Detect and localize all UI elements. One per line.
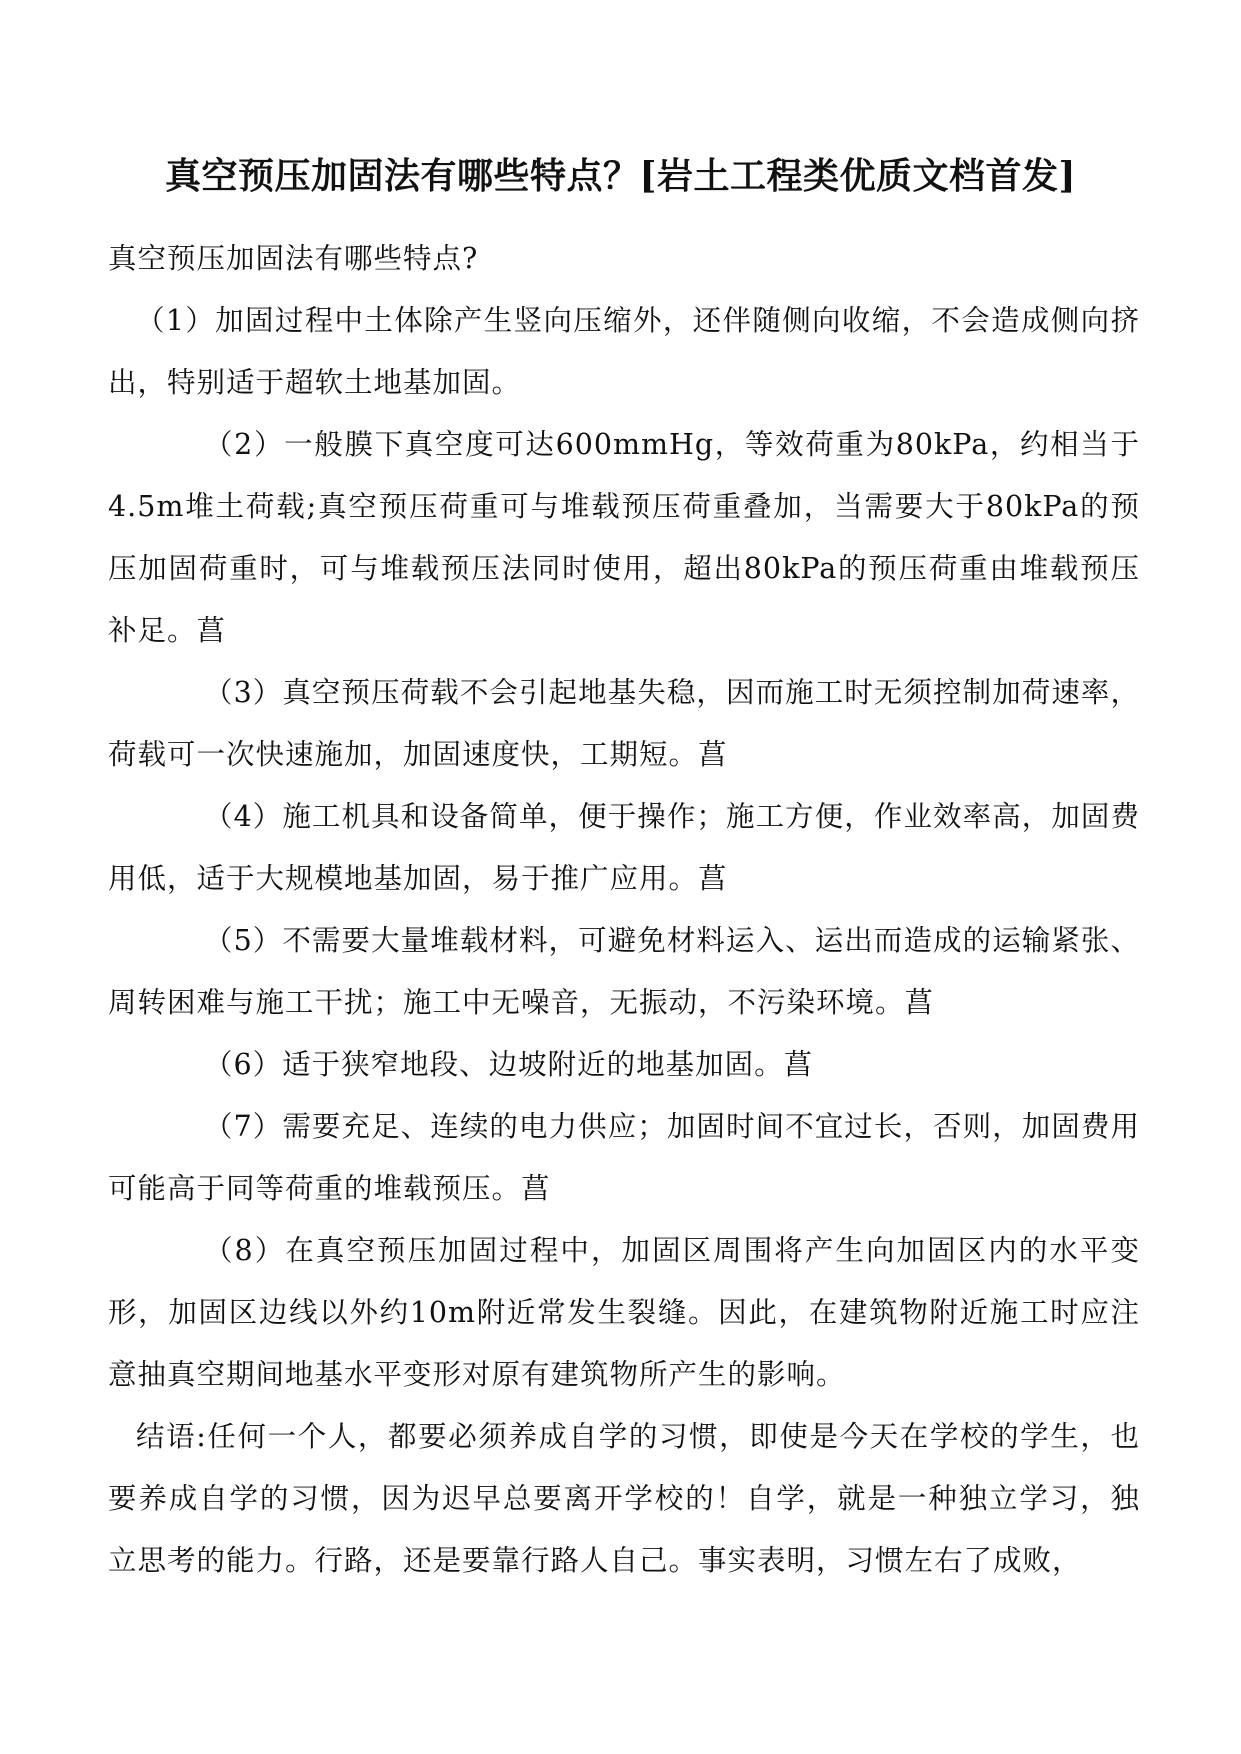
paragraph-1: （1）加固过程中土体除产生竖向压缩外，还伴随侧向收缩，不会造成侧向挤出，特别适于超软土地基加固。	[108, 304, 1140, 399]
document-title: 真空预压加固法有哪些特点？[岩土工程类优质文档首发]	[164, 155, 1077, 197]
paragraph-3: （3）真空预压荷载不会引起地基失稳，因而施工时无须控制加荷速率，荷载可一次快速施加，加固速度快，工期短。菖	[108, 676, 1140, 771]
document-body	[108, 228, 1140, 1592]
paragraph-4: （4）施工机具和设备简单，便于操作；施工方便，作业效率高，加固费用低，适于大规模地基加固，易于推广应用。菖	[108, 800, 1140, 895]
document-subtitle: 真空预压加固法有哪些特点?	[108, 242, 479, 275]
paragraph-2: （2）一般膜下真空度可达600mmHg，等效荷重为80kPa，约相当于4.5m堆土荷载;真空预压荷重可与堆载预压荷重叠加，当需要大于80kPa的预压加固荷重时，可与堆载预压法同时使用，超出80kPa的预压荷重由堆载预压补足。菖	[108, 428, 1140, 647]
paragraph-8: （8）在真空预压加固过程中，加固区周围将产生向加固区内的水平变形，加固区边线以外约10m附近常发生裂缝。因此，在建筑物附近施工时应注意抽真空期间地基水平变形对原有建筑物所产生的影响。	[108, 1234, 1140, 1391]
paragraph-6: （6）适于狭窄地段、边坡附近的地基加固。菖	[204, 1048, 814, 1081]
conclusion-paragraph: 结语:任何一个人，都要必须养成自学的习惯，即使是今天在学校的学生，也要养成自学的习惯，因为迟早总要离开学校的！自学，就是一种独立学习，独立思考的能力。行路，还是要靠行路人自己。事实表明，习惯左右了成败，	[108, 1420, 1140, 1577]
paragraph-7: （7）需要充足、连续的电力供应；加固时间不宜过长，否则，加固费用可能高于同等荷重的堆载预压。菖	[108, 1110, 1140, 1205]
paragraph-5: （5）不需要大量堆载材料，可避免材料运入、运出而造成的运输紧张、周转困难与施工干扰；施工中无噪音，无振动，不污染环境。菖	[108, 924, 1140, 1019]
